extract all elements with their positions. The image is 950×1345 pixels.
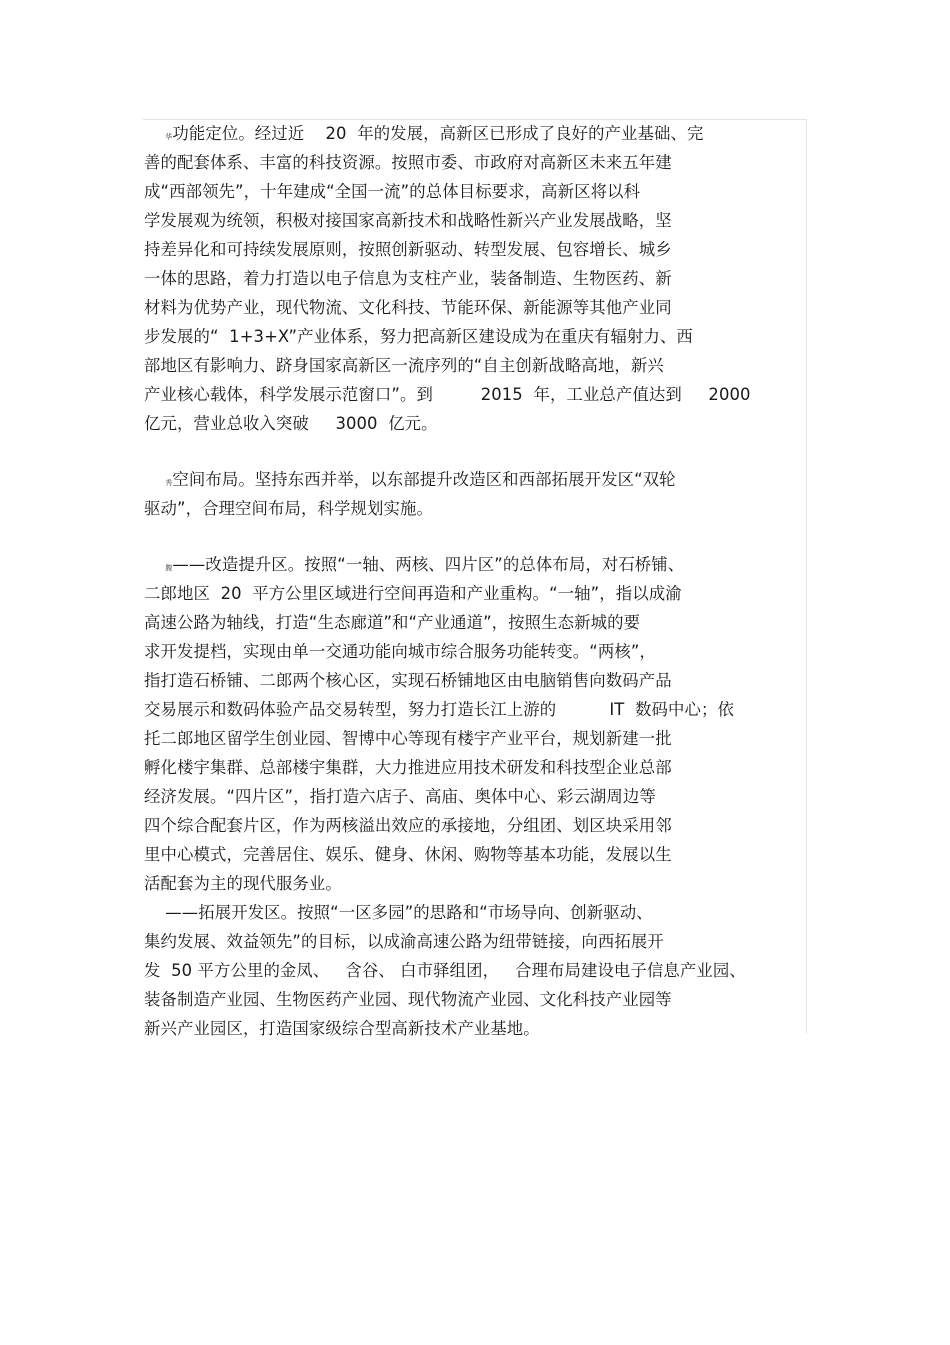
paragraph-renovation-zone xyxy=(144,550,824,898)
paragraph-line: 新兴产业园区，打造国家级综合型高新技术产业基地。 xyxy=(144,1019,540,1038)
paragraph-line: 华功能定位。经过近 20 年的发展，高新区已形成了良好的产业基础、完 xyxy=(165,124,704,143)
paragraph-line: 亿元，营业总收入突破 3000 亿元。 xyxy=(144,414,438,433)
paragraph-line: 发 50 平方公里的金凤、 含谷、 白市驿组团， 合理布局建设电子信息产业园、 xyxy=(144,961,746,980)
paragraph-marker: 秀 xyxy=(165,479,173,487)
paragraph-functional-positioning xyxy=(144,119,824,438)
paragraph-line: 产业核心载体，科学发展示范窗口”。到 2015 年，工业总产值达到 2000 xyxy=(144,385,751,404)
paragraph-marker: 华 xyxy=(165,133,173,141)
paragraph-line: 交易展示和数码体验产品交易转型，努力打造长江上游的 IT 数码中心；依 xyxy=(144,700,734,719)
paragraph-line: 装备制造产业园、生物医药产业园、现代物流产业园、文化科技产业园等 xyxy=(144,990,672,1009)
paragraph-line: 步发展的“ 1+3+X”产业体系，努力把高新区建设成为在重庆有辐射力、西 xyxy=(144,327,693,346)
paragraph-expansion-zone xyxy=(144,898,824,1043)
paragraph-spacer xyxy=(144,438,824,465)
paragraph-line: 集约发展、效益领先”的目标，以成渝高速公路为纽带链接，向西拓展开 xyxy=(144,932,664,951)
paragraph-line: 二郎地区 20 平方公里区域进行空间再造和产业重构。“一轴”，指以成渝 xyxy=(144,584,682,603)
paragraph-line: 求开发提档，实现由单一交通功能向城市综合服务功能转变。“两核”， xyxy=(144,642,656,661)
paragraph-line: 材料为优势产业，现代物流、文化科技、节能环保、新能源等其他产业同 xyxy=(144,298,672,317)
paragraph-line: 腹——改造提升区。按照“一轴、两核、四片区”的总体布局，对石桥铺、 xyxy=(165,555,685,574)
paragraph-line: 成“西部领先”，十年建成“全国一流”的总体目标要求，高新区将以科 xyxy=(144,182,641,201)
paragraph-line: 高速公路为轴线，打造“生态廊道”和“产业通道”，按照生态新城的要 xyxy=(144,613,641,632)
paragraph-line: 善的配套体系、丰富的科技资源。按照市委、市政府对高新区未来五年建 xyxy=(144,153,672,172)
paragraph-line: 孵化楼宇集群、总部楼宇集群，大力推进应用技术研发和科技型企业总部 xyxy=(144,758,672,777)
paragraph-line: 里中心模式，完善居住、娱乐、健身、休闲、购物等基本功能，发展以生 xyxy=(144,845,672,864)
paragraph-line: 一体的思路，着力打造以电子信息为支柱产业，装备制造、生物医药、新 xyxy=(144,269,672,288)
paragraph-marker: 腹 xyxy=(165,564,173,572)
paragraph-spacer xyxy=(144,523,824,550)
paragraph-line: 驱动”，合理空间布局，科学规划实施。 xyxy=(144,499,433,518)
paragraph-line: 托二郎地区留学生创业园、智博中心等现有楼宇产业平台，规划新建一批 xyxy=(144,729,672,748)
paragraph-line: ——拓展开发区。按照“一区多园”的思路和“市场导向、创新驱动、 xyxy=(144,903,653,922)
paragraph-line: 学发展观为统领，积极对接国家高新技术和战略性新兴产业发展战略，坚 xyxy=(144,211,672,230)
paragraph-line: 活配套为主的现代服务业。 xyxy=(144,874,342,893)
paragraph-line: 秀空间布局。坚持东西并举，以东部提升改造区和西部拓展开发区“双轮 xyxy=(165,470,676,489)
paragraph-line: 部地区有影响力、跻身国家高新区一流序列的“自主创新战略高地，新兴 xyxy=(144,356,664,375)
paragraph-line: 四个综合配套片区，作为两核溢出效应的承接地，分组团、划区块采用邻 xyxy=(144,816,672,835)
paragraph-line: 持差异化和可持续发展原则，按照创新驱动、转型发展、包容增长、城乡 xyxy=(144,240,672,259)
paragraph-line: 指打造石桥铺、二郎两个核心区，实现石桥铺地区由电脑销售向数码产品 xyxy=(144,671,672,690)
paragraph-line: 经济发展。“四片区”，指打造六店子、高庙、奥体中心、彩云湖周边等 xyxy=(144,787,656,806)
document-body xyxy=(144,119,824,1043)
paragraph-spatial-layout xyxy=(144,465,824,523)
